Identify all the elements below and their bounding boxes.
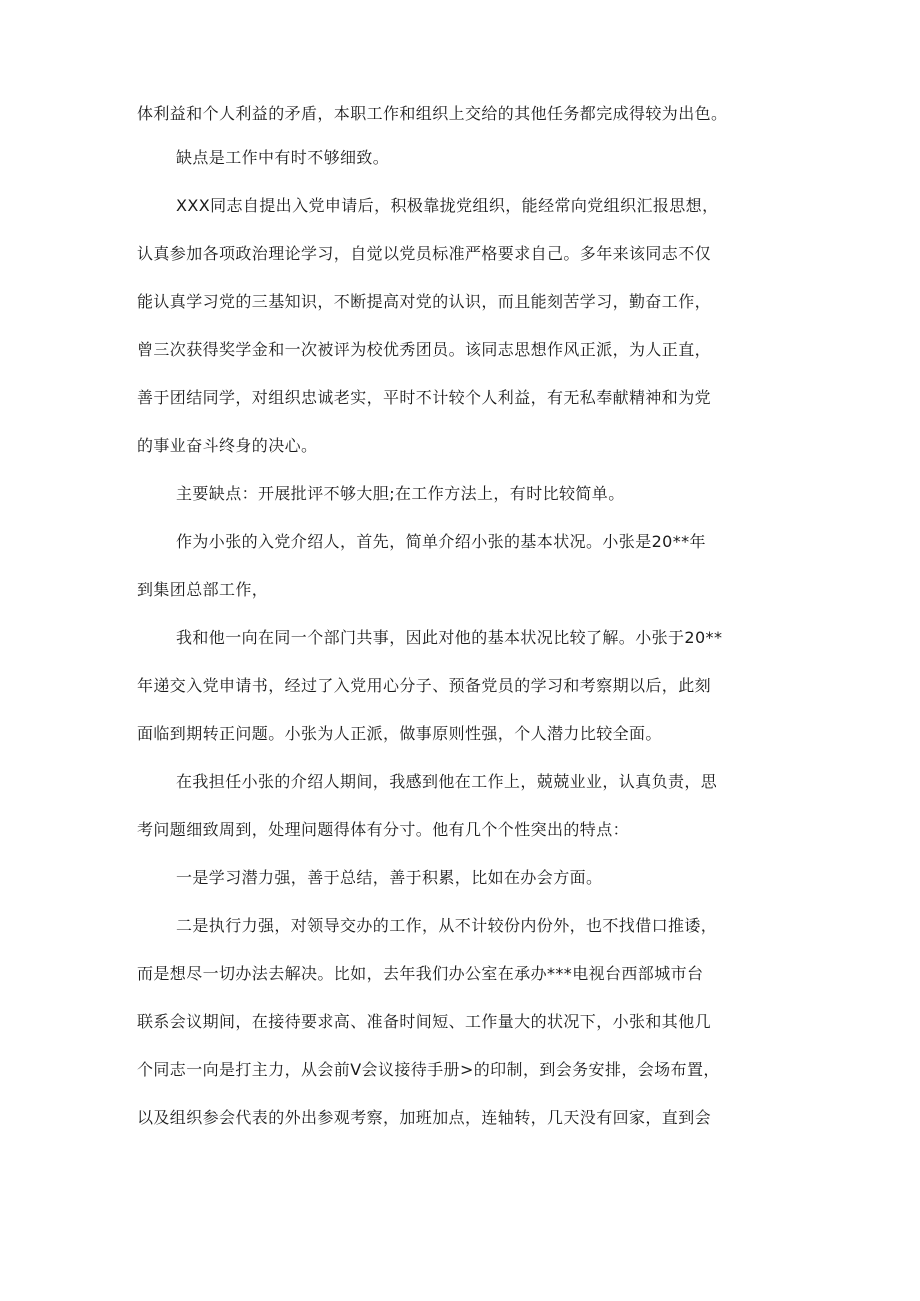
text-line: 一是学习潜力强，善于总结，善于积累，比如在办会方面。 [176, 868, 603, 887]
text-line: 到集团总部工作， [137, 580, 269, 599]
text-line: 主要缺点：开展批评不够大胆;在工作方法上，有时比较简单。 [176, 484, 625, 503]
text-line: 而是想尽一切办法去解决。比如，去年我们办公室在承办***电视台西部城市台 [137, 964, 704, 983]
text-line: 年递交入党申请书，经过了入党用心分子、预备党员的学习和考察期以后，此刻 [137, 676, 712, 695]
text-line: 的事业奋斗终身的决心。 [137, 436, 318, 455]
text-line: 我和他一向在同一个部门共事，因此对他的基本状况比较了解。小张于20** [176, 628, 723, 647]
text-line: 考问题细致周到，处理问题得体有分寸。他有几个个性突出的特点： [137, 820, 630, 839]
text-line: 缺点是工作中有时不够细致。 [176, 148, 390, 167]
text-line: 作为小张的入党介绍人，首先，简单介绍小张的基本状况。小张是20**年 [176, 532, 706, 551]
text-line: 在我担任小张的介绍人期间，我感到他在工作上，兢兢业业，认真负责，思 [176, 772, 718, 791]
text-line: 能认真学习党的三基知识，不断提高对党的认识，而且能刻苦学习，勤奋工作， [137, 292, 712, 311]
text-line: 善于团结同学，对组织忠诚老实，平时不计较个人利益，有无私奉献精神和为党 [137, 388, 712, 407]
text-line: XXX同志自提出入党申请后，积极靠拢党组织，能经常向党组织汇报思想， [176, 196, 719, 215]
text-line: 面临到期转正问题。小张为人正派，做事原则性强，个人潜力比较全面。 [137, 724, 662, 743]
text-line: 曾三次获得奖学金和一次被评为校优秀团员。该同志思想作风正派，为人正直， [137, 340, 712, 359]
text-line: 二是执行力强，对领导交办的工作，从不计较份内份外，也不找借口推诿， [176, 916, 718, 935]
text-line: 体利益和个人利益的矛盾，本职工作和组织上交给的其他任务都完成得较为出色。 [137, 104, 728, 123]
text-line: 认真参加各项政治理论学习，自觉以党员标准严格要求自己。多年来该同志不仅 [137, 244, 712, 263]
text-line: 个同志一向是打主力，从会前V会议接待手册>的印制，到会务安排，会场布置， [137, 1060, 720, 1079]
text-line: 联系会议期间，在接待要求高、准备时间短、工作量大的状况下，小张和其他几 [137, 1012, 712, 1031]
text-line: 以及组织参会代表的外出参观考察，加班加点，连轴转，几天没有回家，直到会 [137, 1108, 712, 1127]
